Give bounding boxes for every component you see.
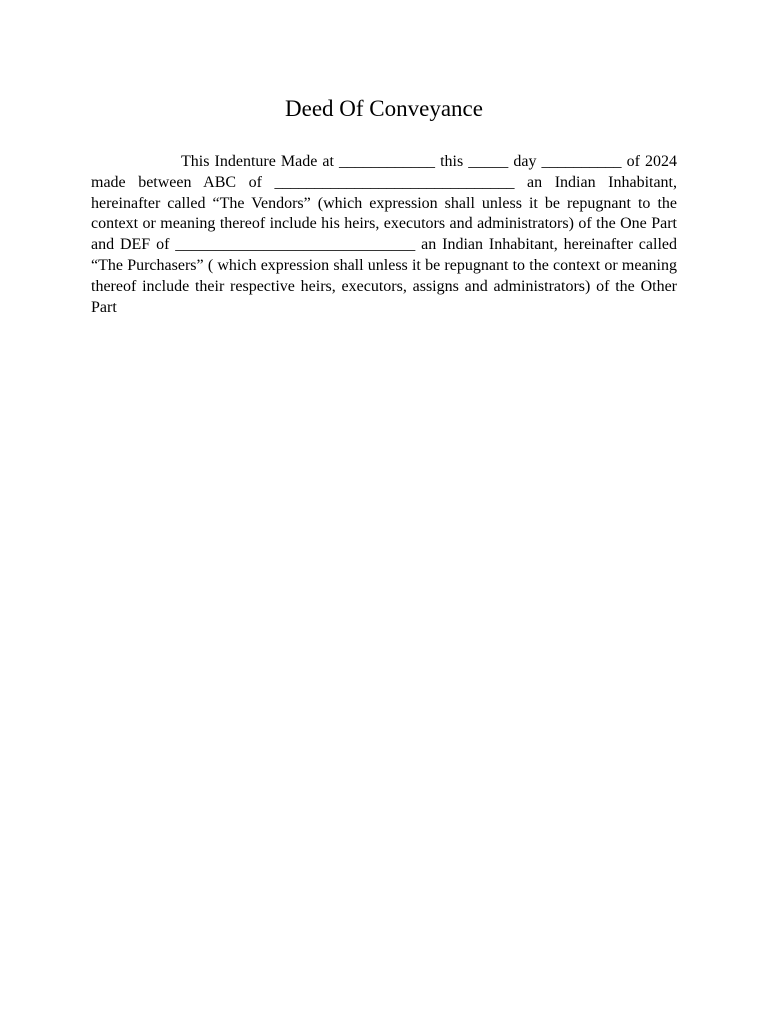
- deed-paragraph: This Indenture Made at ____________ this _____ day __________ of 2024 made between ABC of ______________________________ an Indian Inhabitant, hereinafter called “The Vendors” (which expression shall unless it be repugnant to the context or meaning thereof include his heirs, executors and administrators) of the One Part and DEF of ______________________________ an Indian Inhabitant, hereinafter called “The Purchasers” ( which expression shall unless it be repugnant to the context or meaning thereof include their respective heirs, executors, assigns and administrators) of the Other Part: [91, 153, 677, 316]
- document-title: Deed Of Conveyance: [285, 96, 483, 121]
